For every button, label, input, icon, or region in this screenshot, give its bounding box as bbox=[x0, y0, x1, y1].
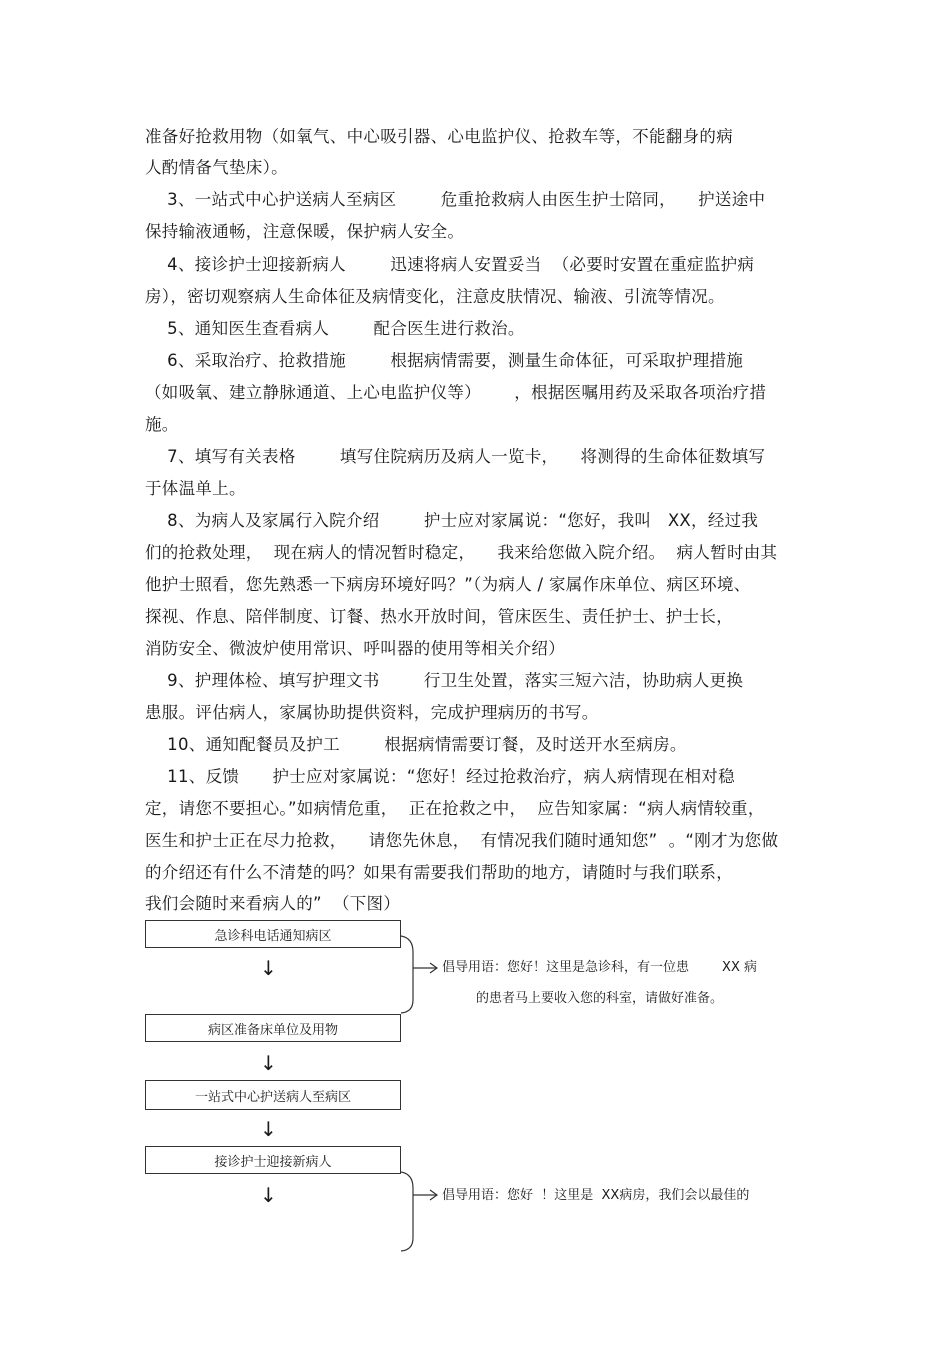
down-arrow-icon: ↓ bbox=[260, 956, 277, 980]
paragraph-line: 施。 bbox=[145, 415, 179, 434]
flow-step-box: 接诊护士迎接新病人 bbox=[145, 1146, 401, 1174]
paragraph-line: （如吸氧、建立静脉通道、上心电监护仪等） ，根据医嘱用药及采取各项治疗措 bbox=[145, 383, 767, 402]
down-arrow-icon: ↓ bbox=[260, 1051, 277, 1075]
guidance-note: 倡导用语：您好！这里是急诊科，有一位患 XX 病 bbox=[442, 960, 758, 975]
paragraph-line: 7、填写有关表格 填写住院病历及病人一览卡， 将测得的生命体征数填写 bbox=[145, 447, 766, 466]
brace-connector bbox=[401, 1172, 413, 1251]
paragraph-line: 的介绍还有什么不清楚的吗？如果有需要我们帮助的地方，请随时与我们联系， bbox=[145, 863, 733, 882]
paragraph-line: 8、为病人及家属行入院介绍 护士应对家属说：“您好，我叫 XX，经过我 bbox=[145, 511, 759, 530]
paragraph-line: 患服。评估病人，家属协助提供资料，完成护理病历的书写。 bbox=[145, 703, 599, 722]
paragraph-line: 于体温单上。 bbox=[145, 479, 246, 498]
paragraph-line: 医生和护士正在尽力抢救， 请您先休息， 有情况我们随时通知您” 。“刚才为您做 bbox=[145, 831, 779, 850]
brace-connector bbox=[401, 936, 413, 1013]
paragraph-line: 9、护理体检、填写护理文书 行卫生处置，落实三短六洁，协助病人更换 bbox=[145, 671, 744, 690]
paragraph-line: 6、采取治疗、抢救措施 根据病情需要，测量生命体征，可采取护理措施 bbox=[145, 351, 744, 370]
paragraph-line: 5、通知医生查看病人 配合医生进行救治。 bbox=[145, 319, 525, 338]
paragraph-line: 保持输液通畅，注意保暖，保护病人安全。 bbox=[145, 222, 465, 241]
paragraph-line: 探视、作息、陪伴制度、订餐、热水开放时间，管床医生、责任护士、护士长， bbox=[145, 607, 733, 626]
guidance-note: 倡导用语：您好 ！这里是 XX病房，我们会以最佳的 bbox=[442, 1188, 750, 1203]
flow-step-box: 病区准备床单位及用物 bbox=[145, 1014, 401, 1042]
down-arrow-icon: ↓ bbox=[260, 1183, 277, 1207]
paragraph-line: 消防安全、微波炉使用常识、呼叫器的使用等相关介绍） bbox=[145, 639, 565, 658]
paragraph-line: 我们会随时来看病人的” （下图） bbox=[145, 894, 401, 913]
guidance-note: 的患者马上要收入您的科室，请做好准备。 bbox=[476, 991, 724, 1006]
down-arrow-icon: ↓ bbox=[260, 1117, 277, 1141]
paragraph-line: 们的抢救处理， 现在病人的情况暂时稳定， 我来给您做入院介绍。 病人暂时由其 bbox=[145, 543, 778, 562]
paragraph-line: 11、反馈 护士应对家属说：“您好！经过抢救治疗，病人病情现在相对稳 bbox=[145, 767, 735, 786]
paragraph-line: 房），密切观察病人生命体征及病情变化，注意皮肤情况、输液、引流等情况。 bbox=[145, 287, 725, 306]
paragraph-line: 10、通知配餐员及护工 根据病情需要订餐，及时送开水至病房。 bbox=[145, 735, 687, 754]
flow-step-box: 急诊科电话通知病区 bbox=[145, 920, 401, 948]
paragraph-line: 定，请您不要担心。”如病情危重， 正在抢救之中， 应告知家属：“病人病情较重， bbox=[145, 799, 765, 818]
paragraph-line: 3、一站式中心护送病人至病区 危重抢救病人由医生护士陪同， 护送途中 bbox=[145, 190, 766, 209]
paragraph-line: 4、接诊护士迎接新病人 迅速将病人安置妥当 （必要时安置在重症监护病 bbox=[145, 255, 755, 274]
paragraph-line: 他护士照看，您先熟悉一下病房环境好吗？”（为病人 / 家属作床单位、病区环境、 bbox=[145, 575, 751, 594]
paragraph-line: 人酌情备气垫床）。 bbox=[145, 158, 288, 177]
flow-step-box: 一站式中心护送病人至病区 bbox=[145, 1080, 401, 1110]
paragraph-line: 准备好抢救用物（如氧气、中心吸引器、心电监护仪、抢救车等，不能翻身的病 bbox=[145, 127, 733, 146]
